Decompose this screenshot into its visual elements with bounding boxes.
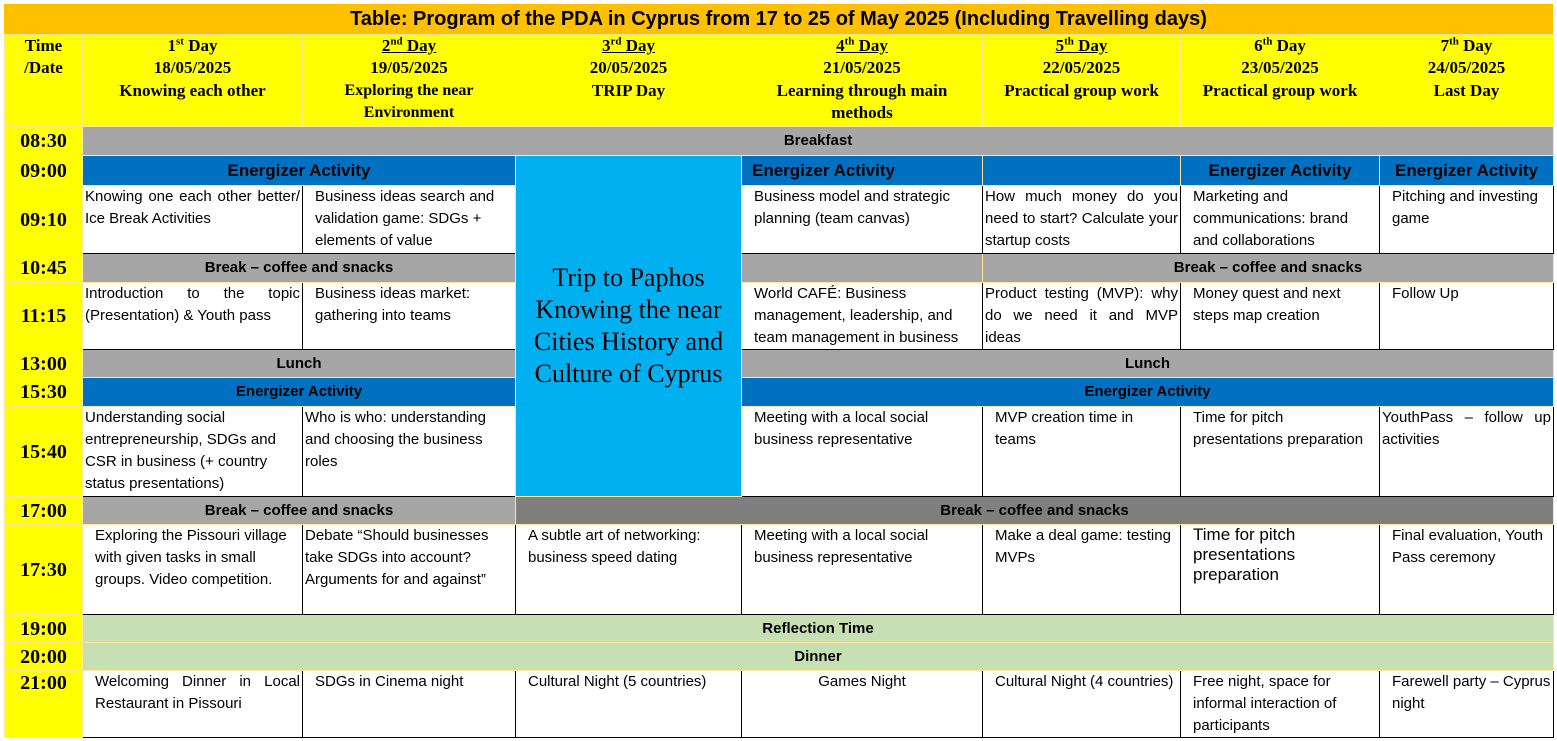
day-4-theme: Learning through main methods (742, 80, 983, 127)
session-cell: Cultural Night (4 countries) (983, 671, 1181, 738)
energizer-cell: Energizer Activity (742, 156, 983, 186)
time-cell: 10:45 (5, 254, 83, 283)
day-5-theme: Practical group work (983, 80, 1181, 127)
session-cell: Welcoming Dinner in Local Restaurant in Pissouri (83, 671, 303, 738)
time-cell: 19:00 (5, 615, 83, 643)
session-cell: Debate “Should businesses take SDGs into account? Arguments for and against” (303, 525, 516, 615)
program-table (4, 34, 1554, 738)
session-cell: How much money do you need to start? Calculate your startup costs (983, 186, 1181, 254)
session-cell: Marketing and communications: brand and collaborations (1181, 186, 1380, 254)
session-cell: Meeting with a local social business representative (742, 407, 983, 497)
session-cell: MVP creation time in teams (983, 407, 1181, 497)
session-cell: Time for pitch presentations preparation (1181, 525, 1380, 615)
session-cell: Make a deal game: testing MVPs (983, 525, 1181, 615)
day-5-header: 5th Day 22/05/2025 (983, 35, 1181, 80)
time-cell: 11:15 (5, 283, 83, 350)
session-cell: Final evaluation, Youth Pass ceremony (1380, 525, 1554, 615)
session-cell: A subtle art of networking: business speed dating (516, 525, 742, 615)
session-cell: Business model and strategic planning (team canvas) (742, 186, 983, 254)
day-6-theme: Practical group work (1181, 80, 1380, 127)
session-cell: Knowing one each other better/ Ice Break Activities (83, 186, 303, 254)
session-cell: World CAFÉ: Business management, leadership, and team management in business (742, 283, 983, 350)
trip-cell: Trip to Paphos Knowing the near Cities History and Culture of Cyprus (516, 156, 742, 497)
energizer-cell: Energizer Activity (742, 378, 1554, 407)
session-cell: Pitching and investing game (1380, 186, 1554, 254)
lunch-cell: Lunch (83, 350, 516, 378)
day-2-header: 2nd Day 19/05/2025 (303, 35, 516, 80)
energizer-cell: Energizer Activity (83, 156, 516, 186)
session-cell: Free night, space for informal interaction of participants (1181, 671, 1380, 738)
session-cell: Exploring the Pissouri village with given tasks in small groups. Video competition. (83, 525, 303, 615)
break-cell: Break – coffee and snacks (83, 254, 516, 283)
time-cell: 15:40 (5, 407, 83, 497)
time-cell: 20:00 (5, 643, 83, 671)
session-cell: Cultural Night (5 countries) (516, 671, 742, 738)
time-cell: 15:30 (5, 378, 83, 407)
time-cell: 09:00 (5, 156, 83, 186)
day-7-header: 7th Day 24/05/2025 (1380, 35, 1554, 80)
session-cell: Farewell party – Cyprus night (1380, 671, 1554, 738)
lunch-cell: Lunch (742, 350, 1554, 378)
energizer-cell: Energizer Activity (1181, 156, 1380, 186)
break-cell: Break – coffee and snacks (83, 497, 516, 525)
session-cell: Games Night (742, 671, 983, 738)
day-1-header: 1st Day 18/05/2025 (83, 35, 303, 80)
session-cell: Follow Up (1380, 283, 1554, 350)
session-cell: SDGs in Cinema night (303, 671, 516, 738)
session-cell: Money quest and next steps map creation (1181, 283, 1380, 350)
break-cell: Break – coffee and snacks (983, 254, 1554, 283)
session-cell: Introduction to the topic (Presentation) & Youth pass (83, 283, 303, 350)
time-cell: 17:00 (5, 497, 83, 525)
session-cell: Time for pitch presentations preparation (1181, 407, 1380, 497)
session-cell: Understanding social entrepreneurship, SDGs and CSR in business (+ country status presentations) (83, 407, 303, 497)
time-cell: 09:10 (5, 186, 83, 254)
day-7-theme: Last Day (1380, 80, 1554, 127)
day-6-header: 6th Day 23/05/2025 (1181, 35, 1380, 80)
table-title: Table: Program of the PDA in Cyprus from 17 to 25 of May 2025 (Including Travelling days) (4, 4, 1553, 34)
break-cell: Break – coffee and snacks (516, 497, 1554, 525)
session-cell: Product testing (MVP): why do we need it and MVP ideas (983, 283, 1181, 350)
session-cell: Business ideas search and validation game: SDGs + elements of value (303, 186, 516, 254)
energizer-cell: Energizer Activity (83, 378, 516, 407)
dinner-row: Dinner (83, 643, 1554, 671)
break-empty-cell (742, 254, 983, 283)
time-cell: 13:00 (5, 350, 83, 378)
time-cell: 21:00 (5, 671, 83, 738)
session-cell: Who is who: understanding and choosing the business roles (303, 407, 516, 497)
energizer-cell: Energizer Activity (1380, 156, 1554, 186)
session-cell: YouthPass – follow up activities (1380, 407, 1554, 497)
day-2-theme: Exploring the near Environment (303, 80, 516, 127)
time-date-header: Time /Date (5, 35, 83, 127)
time-cell: 08:30 (5, 127, 83, 156)
time-cell: 17:30 (5, 525, 83, 615)
session-cell: Meeting with a local social business representative (742, 525, 983, 615)
day-3-header: 3rd Day 20/05/2025 (516, 35, 742, 80)
session-cell: Business ideas market: gathering into teams (303, 283, 516, 350)
day-1-theme: Knowing each other (83, 80, 303, 127)
day-4-header: 4th Day 21/05/2025 (742, 35, 983, 80)
breakfast-row: Breakfast (83, 127, 1554, 156)
day-3-theme: TRIP Day (516, 80, 742, 127)
reflection-row: Reflection Time (83, 615, 1554, 643)
energizer-empty-cell (983, 156, 1181, 186)
